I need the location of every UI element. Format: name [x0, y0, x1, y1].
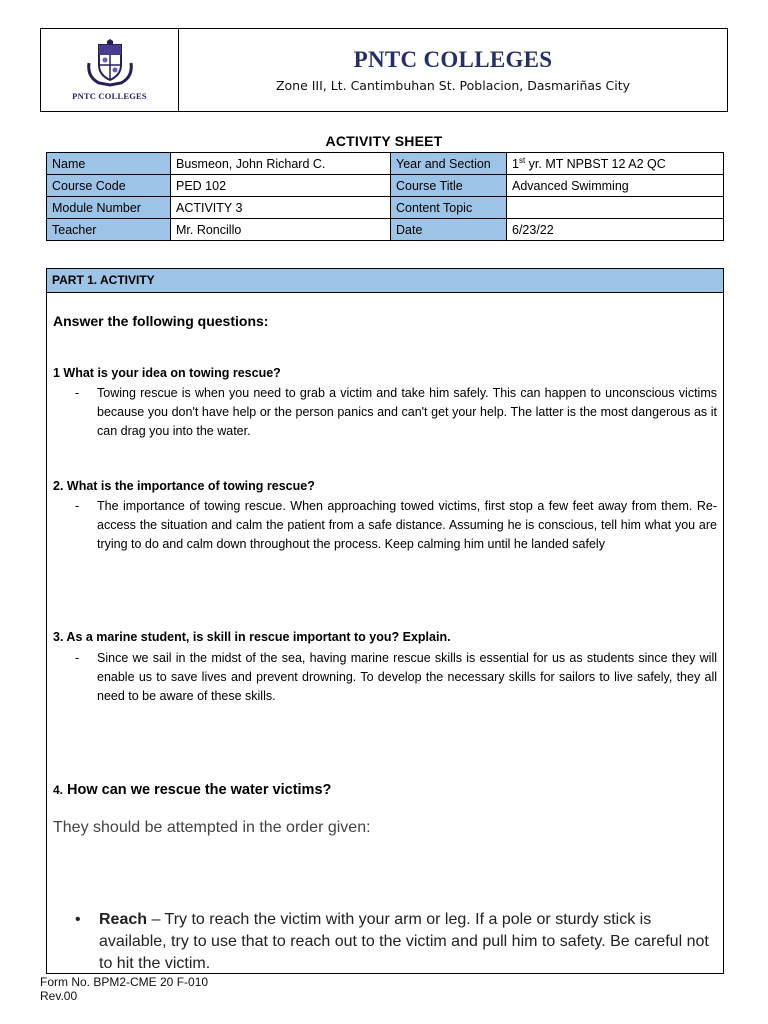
- date-label: Date: [391, 219, 507, 241]
- content-topic-label: Content Topic: [391, 197, 507, 219]
- reach-bullet: [75, 909, 719, 975]
- name-label: Name: [47, 153, 171, 175]
- college-address: Zone III, Lt. Cantimbuhan St. Poblacion, Dasmariñas City: [275, 78, 631, 93]
- document-header: [40, 28, 728, 112]
- info-table: [46, 152, 724, 241]
- instructions: Answer the following questions:: [53, 313, 269, 329]
- college-crest-icon: [85, 39, 135, 87]
- answer-1: [75, 384, 717, 442]
- table-row: [47, 153, 724, 175]
- reach-text: [99, 909, 719, 975]
- answer-3-text: Since we sail in the midst of the sea, having marine rescue skills is essential for us as students since they will enable us to save lives and prevent drowning. To develop the necessary skills for sailors to live safely, they all need to be aware of these skills.: [97, 651, 717, 704]
- question-4: [53, 782, 331, 798]
- answer-1-text: Towing rescue is when you need to grab a victim and take him safely. This can happen to unconscious victims because you don't have help or the person panics and can't get your help. The latter is the most dangerous as it can drag you into the water.: [97, 386, 717, 439]
- dash-marker: -: [75, 651, 80, 665]
- teacher-label: Teacher: [47, 219, 171, 241]
- answer-3: [75, 649, 717, 707]
- answer-2-text: The importance of towing rescue. When approaching towed victims, first stop a few feet away from them. Re-access the situation and calm the patient from a safe distance. Assuming he is conscious, tell him what you are trying to do and calm down throughout the process. Keep calming him until he landed safely: [97, 499, 717, 552]
- question-2: 2. What is the importance of towing rescue?: [53, 479, 315, 493]
- name-value: Busmeon, John Richard C.: [171, 153, 391, 175]
- course-code-value: PED 102: [171, 175, 391, 197]
- logo-cell: [41, 29, 179, 111]
- date-value: 6/23/22: [507, 219, 724, 241]
- question-3: 3. As a marine student, is skill in rescue important to you? Explain.: [53, 630, 451, 644]
- table-row: [47, 197, 724, 219]
- year-number: 1: [512, 157, 519, 172]
- form-number: Form No. BPM2-CME 20 F-010: [40, 975, 209, 989]
- question-1: 1 What is your idea on towing rescue?: [53, 366, 281, 380]
- module-number-value: ACTIVITY 3: [171, 197, 391, 219]
- college-name: PNTC COLLEGES: [353, 47, 553, 72]
- module-number-label: Module Number: [47, 197, 171, 219]
- part1-header: PART 1. ACTIVITY: [47, 269, 723, 293]
- dash-marker: -: [75, 499, 80, 513]
- table-row: [47, 219, 724, 241]
- dash-marker: -: [75, 386, 80, 400]
- form-footer: [40, 975, 208, 1003]
- content-topic-value: [507, 197, 724, 219]
- course-title-label: Course Title: [391, 175, 507, 197]
- part1-section: [46, 268, 724, 974]
- section-text: yr. MT NPBST 12 A2 QC: [525, 157, 666, 172]
- teacher-value: Mr. Roncillo: [171, 219, 391, 241]
- reach-description: – Try to reach the victim with your arm or leg. If a pole or sturdy stick is available, try to use that to reach out to the victim and pull him to safety. Be careful not to hit the victim.: [99, 911, 709, 972]
- logo-text: PNTC COLLEGES: [72, 91, 147, 101]
- reach-label: Reach: [99, 911, 148, 928]
- year-section-value: [507, 153, 724, 175]
- year-section-label: Year and Section: [391, 153, 507, 175]
- question-4-number: 4.: [53, 783, 64, 797]
- bullet-marker: •: [75, 911, 81, 928]
- answer-2: [75, 497, 717, 555]
- course-code-label: Course Code: [47, 175, 171, 197]
- sheet-title: ACTIVITY SHEET: [325, 133, 443, 149]
- order-note: They should be attempted in the order given:: [53, 819, 371, 836]
- revision: Rev.00: [40, 989, 78, 1003]
- table-row: [47, 175, 724, 197]
- question-4-text: How can we rescue the water victims?: [67, 782, 332, 798]
- title-cell: [179, 29, 727, 111]
- course-title-value: Advanced Swimming: [507, 175, 724, 197]
- year-ordinal: st: [518, 155, 526, 165]
